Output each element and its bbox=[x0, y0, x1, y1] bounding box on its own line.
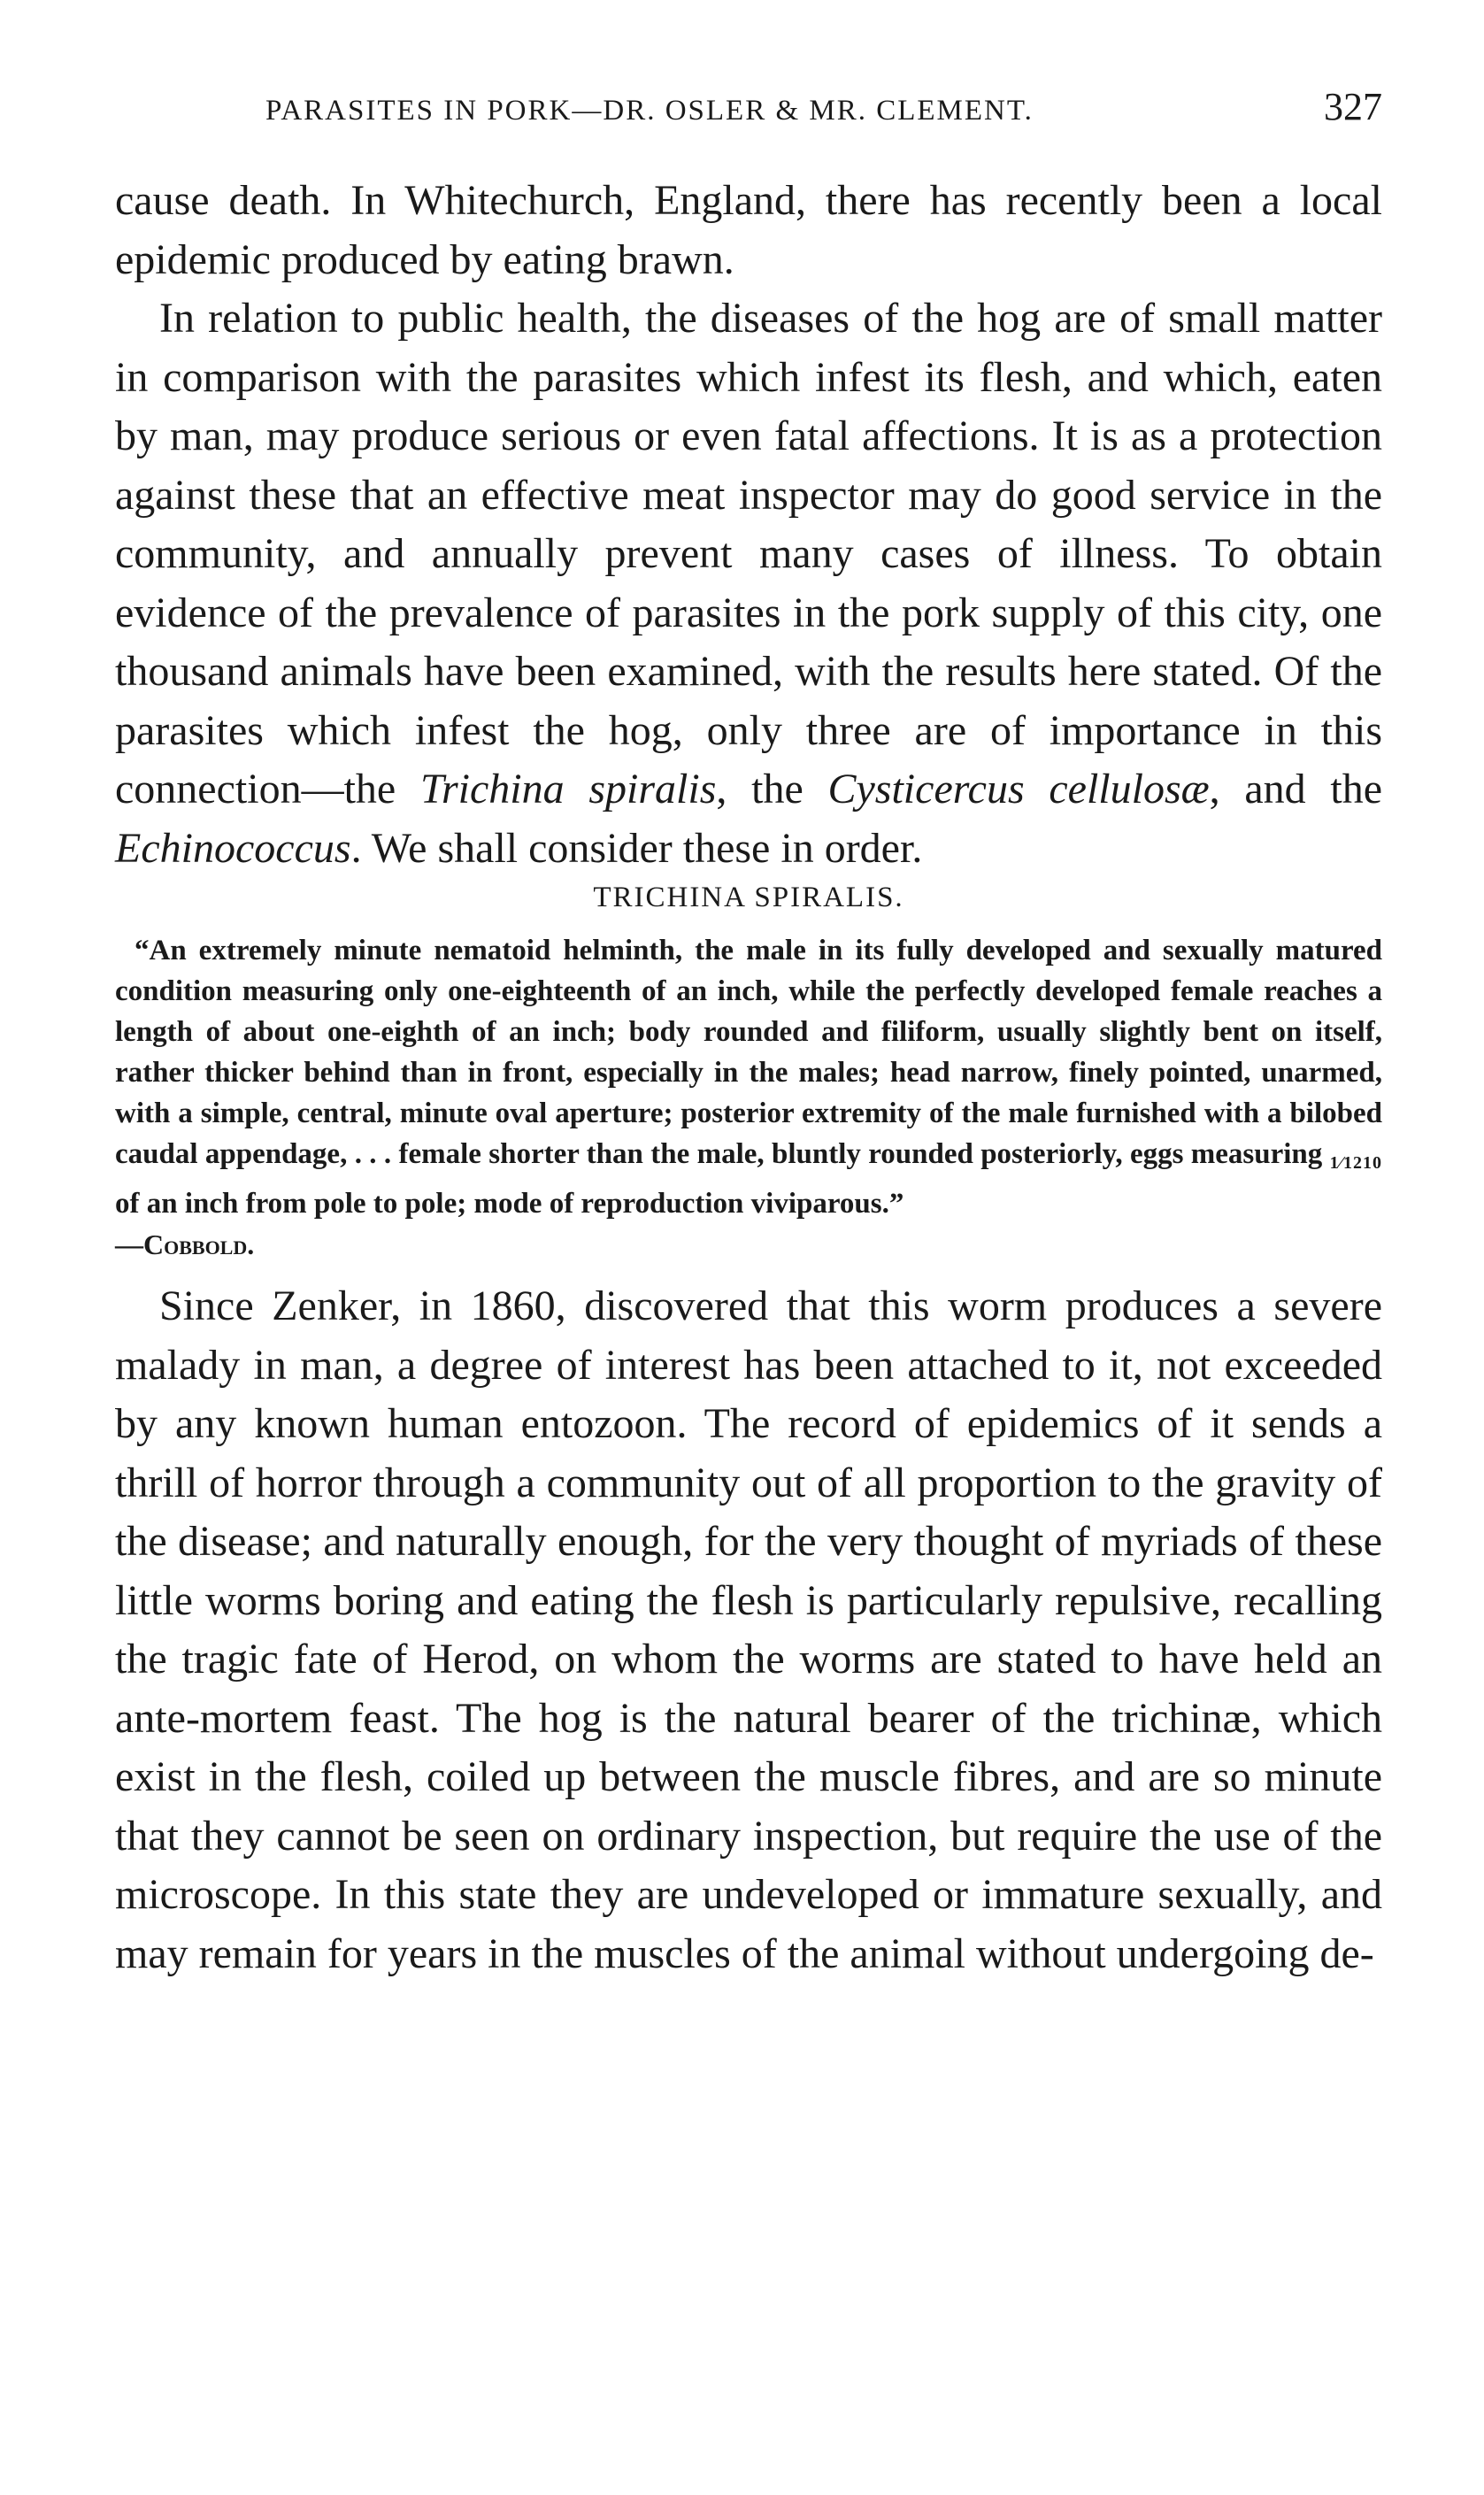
paragraph-text: . We shall consider these in order. bbox=[350, 824, 923, 872]
species-name-echinococcus: Echinococcus bbox=[115, 824, 351, 872]
quote-text: of an inch from pole to pole; mode of reproduction viviparous.” bbox=[115, 1188, 904, 1220]
quote-text: “An extremely minute nematoid helminth, the male in its fully developed and sexually matured condition measuring only one-eighteenth of an inch, while the perfectly developed female reaches a length of about one-eighth of an inch; body rounded and filiform, usually slightly bent on itself, rather thicker behind than in front, especially in the males; head narrow, finely pointed, unarmed, with a simple, central, minute oval aperture; posterior extremity of the male furnished with a bilobed caudal appendage, . . . female shorter than the male, bluntly rounded posteriorly, eggs measuring bbox=[115, 935, 1382, 1170]
paragraph-text: , the bbox=[716, 766, 828, 812]
fraction: 1⁄1210 bbox=[1329, 1153, 1382, 1173]
paragraph-text: , and the bbox=[1209, 766, 1383, 812]
page bbox=[115, 84, 1382, 1983]
quote-attribution: —Cobbold. bbox=[115, 1228, 255, 1260]
running-title: PARASITES IN PORK—DR. OSLER & MR. CLEMENT. bbox=[265, 95, 1034, 127]
species-name-cysticercus: Cysticercus cellulosæ bbox=[827, 766, 1210, 812]
paragraph-continued: cause death. In Whitechurch, England, there has recently been a local epidemic produced by eating brawn. bbox=[115, 177, 1382, 283]
page-number: 327 bbox=[1324, 85, 1382, 128]
species-name-trichina: Trichina spiralis bbox=[419, 766, 717, 812]
running-header bbox=[265, 84, 1382, 129]
paragraph-public-health bbox=[115, 289, 1382, 878]
paragraph-zenker: Since Zenker, in 1860, discovered that this worm produces a severe malady in man, a degree of interest has been attached to it, not exceeded by any known human entozoon. The record of epidemics of it sends a thrill of horror through a community out of all proportion to the gravity of the disease; and naturally enough, for the very thought of myriads of these little worms boring and eating the flesh is particularly repulsive, recalling the tragic fate of Herod, on whom the worms are stated to have held an ante-mortem feast. The hog is the natural bearer of the trichinæ, which exist in the flesh, coiled up between the muscle fibres, and are so minute that they cannot be seen on ordinary inspection, but require the use of the microscope. In this state they are undeveloped or immature sexually, and may remain for years in the muscles of the animal without undergoing de- bbox=[115, 1282, 1382, 1977]
section-heading: TRICHINA SPIRALIS. bbox=[593, 882, 904, 913]
paragraph-text: In relation to public health, the diseases of the hog are of small matter in comparison with the parasites which infest its flesh, and which, eaten by man, may produce serious or even fatal affections. It is as a protection against these that an effective meat inspector may do good service in the community, and annually prevent many cases of illness. To obtain evidence of the prevalence of parasites in the pork supply of this city, one thousand animals have been examined, with the results here stated. Of the parasites which infest the hog, only three are of importance in this connection—the bbox=[115, 295, 1382, 812]
block-quote bbox=[115, 930, 1382, 1224]
